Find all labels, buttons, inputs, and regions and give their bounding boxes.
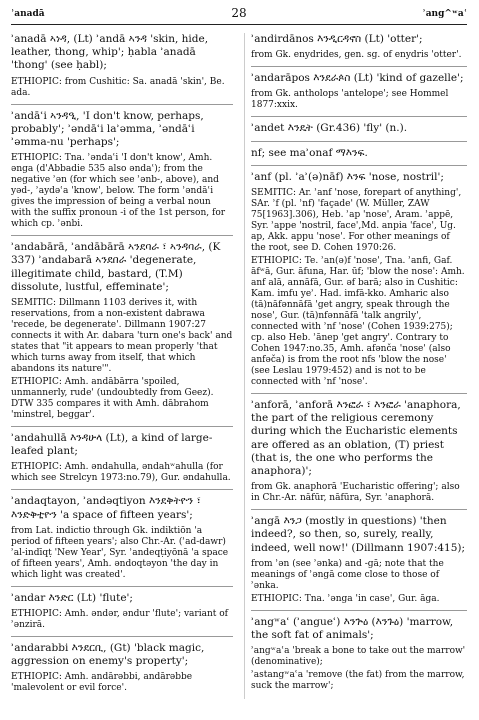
entry-etymology: from Lat. indictio through Gk. indiktiōn 'a period of fifteen years'; also Chr.-Ar. (ʾad-dawr) ʾal-indīqṭ 'New Year', Syr. ʾandeqṭiyōnā 'a space of fifteen years', Amh. əndoqtəyon 'the day in which light was created'. [11,525,229,580]
entry-etymology: ETHIOPIC: Amh. andārəbbi, andārəbbe 'malevolent or evil force'. [11,672,193,694]
entry-divider [11,426,233,427]
entry-etymology: from Gk. antholops 'antelope'; see Hommel 1877:xxix. [251,89,449,111]
entry-etymology: SEMITIC: Dillmann 1103 derives it, with reservations, from a non-existent dabrawa 'recede, be degenerate'. Dillmann 1907:27 connects it with Ar. dabara 'turn one's back' and states that "it appears to mean properly 'that which turns away from itself, that which abandons its nature'". [11,298,233,375]
entry-head: ʾangʷaʿ (ʾangueʿ) እንጕዕ (እንጉዕ) 'marrow, the soft fat of animals'; [251,615,454,642]
entry-etymology: SEMITIC: Ar. ʾanf 'nose, forepart of anything', SAr. ʾf (pl. ʾnf) 'façade' (W. Müller, ZAW 75[1963].306), Heb. ʾap 'nose', Aram. ʾappē, Syr. ʾappe 'nostril, face',Md. anpia 'face', Ug. ap, Akk. appu 'nose'. For other meanings of the root, see D. Cohen 1970:26. [251,188,462,254]
running-head-left: ʾanadā [11,9,45,19]
entry-divider [251,165,467,166]
entry-head: ʾanadā ኣነዳ, (Lt) ʾandā ኣንዳ 'skin, hide, leather, thong, whip'; ḥabla ʾanadā 'thong' (see ḥabl); [11,33,209,72]
entry-andahulla [11,432,233,484]
entry-anf [251,171,467,388]
entry-head: ʾandabārā, ʾandābārā ኣንደባራ ፣ ኣንዳባራ, (K 337) ʾandabarā ኣንደበራ 'degenerate, illegitimate child, bastard, (T.M) dissolute, lustful, effeminate'; [11,241,221,293]
entry-divider [11,104,233,105]
running-head-right: ʾang^ʷaʿ [422,9,467,19]
entry-nf [251,147,467,160]
entry-head: ʾandirdānos እንዲርዳኖስ (Lt) 'otter'; [251,33,423,45]
entry-divider [251,610,467,611]
entry-head: ʾandet እንዴት (Gr.436) 'fly' (n.). [251,122,408,135]
entry-divider [11,235,233,236]
entry-head: nf; see maʾonaf ማእንፍ. [251,146,368,159]
entry-note: ETHIOPIC: Tna. ʾənga 'in case', Gur. āga. [251,593,440,604]
entry-etymology: ʾangʷaʿa 'break a bone to take out the marrow' (denominative); [251,646,466,668]
entry-head: ʾandar እንድር (Lt) 'flute'; [11,591,133,604]
entry-note: ʾastangʷaʿa 'remove (the fat) from the marrow, suck the marrow'; [251,670,465,692]
entry-note: ETHIOPIC: Amh. andābārra 'spoiled, unmannerly, rude' (undoubtedly from Geez). DTW 335 compares it with Amh. dābrahom 'minstrel, beggar'. [11,377,214,421]
entry-etymology: ETHIOPIC: from Cushitic: Sa. anadā 'skin', Be. ada. [11,76,225,98]
entry-andarabbi [11,642,233,694]
entry-andar [11,592,233,631]
entry-etymology: from ʾən (see ʾənka) and -gā; note that the meanings of ʾəngā come close to those of ʾənka. [251,558,444,591]
entry-head: ʾangā እንጋ (mostly in questions) 'then indeed?, so then, so, surely, really, indeed, well now!' (Dillmann 1907:415); [251,515,466,554]
right-column [244,33,467,699]
entry-head: ʾandarabbi እንደርቢ, (Gt) 'black magic, aggression on enemy's property'; [11,642,205,668]
entry-etymology: ETHIOPIC: Amh. əndər, əndur 'flute'; variant of ʾənzirā. [11,609,228,631]
entry-head: ʾandahullā እንዳሁላ (Lt), a kind of large-leafed plant; [11,432,213,458]
entry-divider [11,636,233,637]
entry-etymology: from Gk. anaphorā 'Eucharistic offering'; also in Chr.-Ar. nāfūr, nāfūra, Syr. ʾanaphorā. [251,482,460,504]
left-column [11,33,233,699]
entry-divider [251,393,467,394]
entry-etymology: ETHIOPIC: Tna. ʾəndaʿi 'I don't know', Amh. ənga (d'Abbadie 535 also əndaʿ); from the negative ʾən (for which see ʾənb-, above), and yəd-, ʾaydəʿa 'know', below. The form ʾəndāʿi gives the impression of being a verbal noun with the suffix pronoun -i of the 1st person, for which cp. ʾənbi. [11,153,226,230]
entry-etymology: ETHIOPIC: Amh. əndahulla, əndahʷahulla (for which see Strelcyn 1973:no.79), Gur. əndahulla. [11,462,231,484]
entry-head: ʾandaqtayon, ʾandəqtiyon እንደቅትዮን ፣ እንድቅቲዮን 'a space of fifteen years'; [11,495,201,521]
entry-divider [251,116,467,117]
entry-head: ʾandāʿi ኣንዳዒ, 'I don't know, perhaps, probably'; ʾəndāʿi laʾəmma, ʾəndāʿi ʾəmma-nu 'perhaps'; [11,109,204,149]
entry-anga [251,515,467,605]
entry-head: ʾanf (pl. ʾaʾ(ə)nāf) እንፍ 'nose, nostril'; [251,170,444,183]
entry-divider [251,141,467,142]
entry-andai [11,110,233,231]
entry-anfora [251,399,467,504]
entry-andarapos [251,72,467,111]
entry-andabara [11,241,233,421]
columns [11,33,467,699]
entry-andet [251,122,467,135]
entry-etymology: from Gk. enydrides, gen. sg. of enydris 'otter'. [251,50,462,61]
entry-angwa [251,616,467,692]
entry-head: ʾandarāpos እንደራጶስ (Lt) 'kind of gazelle'; [251,72,464,85]
entry-andirdanos [251,33,467,61]
entry-divider [251,509,467,510]
page-number: 28 [231,6,247,20]
entry-note: ETHIOPIC: Te. ʾan(ə)f 'nose', Tna. ʾanfi, Gaf. āfʷā, Gur. āfuna, Har. ūf; 'blow the nose': Amh. anf alā, annāfā, Gur. əf barā; also in Cushitic: Kam. imfu yeʾ. Had. imfā-kko. Amharic also (tā)nāfənnāfā 'get angry, speak through the nose', Gur. (tā)nfənnāfā 'talk angrily', connected with ʾnf 'nose' (Cohen 1939:275); cp. also Heb. ʾānep 'get angry'. Contrary to Cohen 1947:no.35, Amh. afənča 'nose' (also anfəča) is from the root nfs 'blow the nose' (see Leslau 1979:452) and is not to be connected with ʾnf 'nose'. [251,256,465,388]
entry-divider [251,66,467,67]
entry-andaqtayon [11,495,233,580]
entry-andada [11,33,233,99]
page-header [11,6,467,25]
entry-head: ʾanforā, ʾanforā እንፎራ ፣ እንፎራ 'anaphora, the part of the religious ceremony during which the Eucharistic elements are offered as an oblation, (T) priest (that is, the one who performs the anaphora)'; [251,399,461,478]
entry-divider [11,586,233,587]
entry-divider [11,489,233,490]
